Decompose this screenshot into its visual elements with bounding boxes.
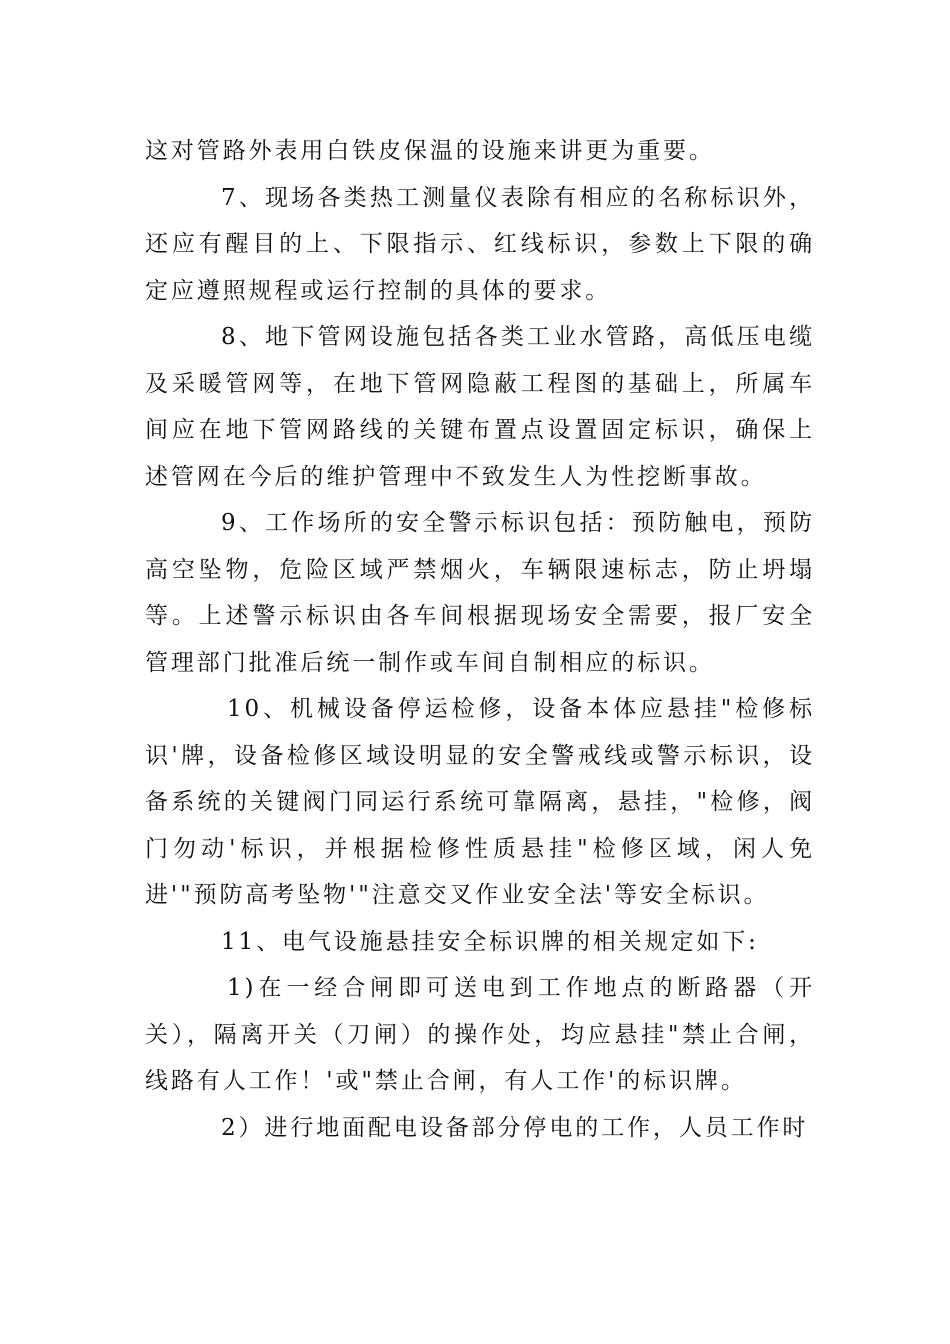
paragraph-2: 7、现场各类热工测量仪表除有相应的名称标识外，还应有醒目的上、下限指示、红线标识，参数上下限的确定应遵照规程或运行控制的具体的要求。 [145, 184, 815, 304]
paragraph-7: 1)在一经合闸即可送电到工作地点的断路器（开关），隔离开关（刀闸）的操作处，均应悬挂"禁止合闸，线路有人工作！'或"禁止合闸，有人工作'的标识牌。 [145, 975, 815, 1094]
paragraph-6: 11、电气设施悬挂安全标识牌的相关规定如下: [221, 928, 759, 955]
paragraph-5: 10、机械设备停运检修，设备本体应悬挂"检修标识'牌，设备检修区域设明显的安全警戒线或警示标识，设备系统的关键阀门同运行系统可靠隔离，悬挂，"检修，阀门勿动'标识，并根据检修性质悬挂"检修区域，闲人免进'"预防高考坠物'"注意交叉作业安全法'等安全标识。 [145, 696, 815, 908]
paragraph-1: 这对管路外表用白铁皮保温的设施来讲更为重要。 [145, 138, 715, 164]
paragraph-8: 2）进行地面配电设备部分停电的工作，人员工作时 [221, 1114, 809, 1141]
paragraph-3: 8、地下管网设施包括各类工业水管路，高低压电缆及采暖管网等，在地下管网隐蔽工程图的基础上，所属车间应在地下管网路线的关键布置点设置固定标识，确保上述管网在今后的维护管理中不致发生人为性挖断事故。 [145, 324, 815, 490]
paragraph-4: 9、工作场所的安全警示标识包括：预防触电，预防高空坠物，危险区域严禁烟火，车辆限速标志，防止坍塌等。上述警示标识由各车间根据现场安全需要，报厂安全管理部门批准后统一制作或车间自制相应的标识。 [145, 510, 815, 676]
document-body [145, 128, 815, 1151]
